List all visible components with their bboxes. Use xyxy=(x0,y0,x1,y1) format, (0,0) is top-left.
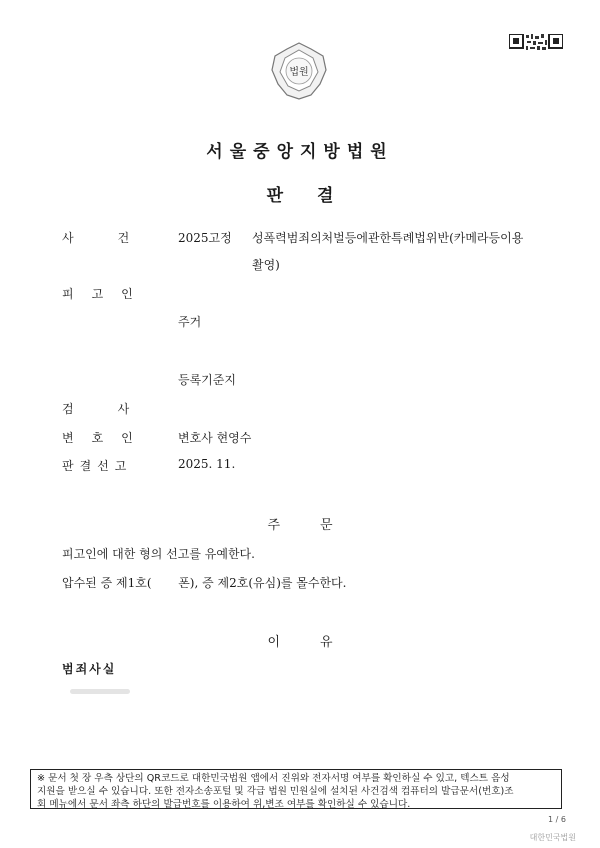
qr-code-icon xyxy=(509,34,563,52)
prosecutor-label: 검사 xyxy=(62,402,174,416)
verification-notice xyxy=(30,769,562,809)
address-label: 주거 xyxy=(178,315,202,329)
verdict-date-label: 판결선고 xyxy=(62,459,133,473)
defendant-label: 피고인 xyxy=(62,287,151,301)
counsel-label: 변호인 xyxy=(62,431,151,445)
court-name: 서울중앙지방법원 xyxy=(206,142,394,162)
footer-watermark: 대한민국법원 xyxy=(529,833,576,842)
document-title: 판결 xyxy=(266,186,368,206)
notice-line2: 지원을 받으실 수 있습니다. 또한 전자소송포털 및 각급 법원 민원실에 설치된 사건검색 컴퓨터의 발급문서(번호)조 xyxy=(37,786,514,797)
order-line2: 압수된 증 제1호( 폰), 증 제2호(유심)를 몰수한다. xyxy=(62,576,347,590)
case-name-line2: 촬영) xyxy=(252,258,280,272)
registry-label: 등록기준지 xyxy=(178,373,236,387)
redacted-text xyxy=(70,689,130,694)
notice-line1: ※ 문서 첫 장 우측 상단의 QR코드로 대한민국법원 앱에서 진위와 전자서명 여부를 확인하실 수 있고, 텍스트 음성 xyxy=(37,773,510,784)
notice-line3: 회 메뉴에서 문서 좌측 하단의 발급번호를 이용하여 위,변조 여부를 확인하실 수 있습니다. xyxy=(37,799,411,810)
counsel-value: 변호사 현영수 xyxy=(178,431,252,445)
order-line1: 피고인에 대한 형의 선고를 유예한다. xyxy=(62,547,255,561)
emblem-seal-text: 법원 xyxy=(289,67,309,78)
case-name-line1: 성폭력범죄의처벌등에관한특례법위반(카메라등이용 xyxy=(252,231,524,245)
reasons-title: 이유 xyxy=(267,635,373,650)
order-title: 주문 xyxy=(267,518,373,533)
verdict-date-value: 2025. 11. xyxy=(178,457,236,471)
case-number: 2025고정 xyxy=(178,231,232,245)
court-emblem-icon xyxy=(268,40,330,102)
case-label: 사건 xyxy=(62,231,174,245)
page-number: 1 / 6 xyxy=(548,815,566,824)
facts-heading: 범죄사실 xyxy=(62,662,117,676)
